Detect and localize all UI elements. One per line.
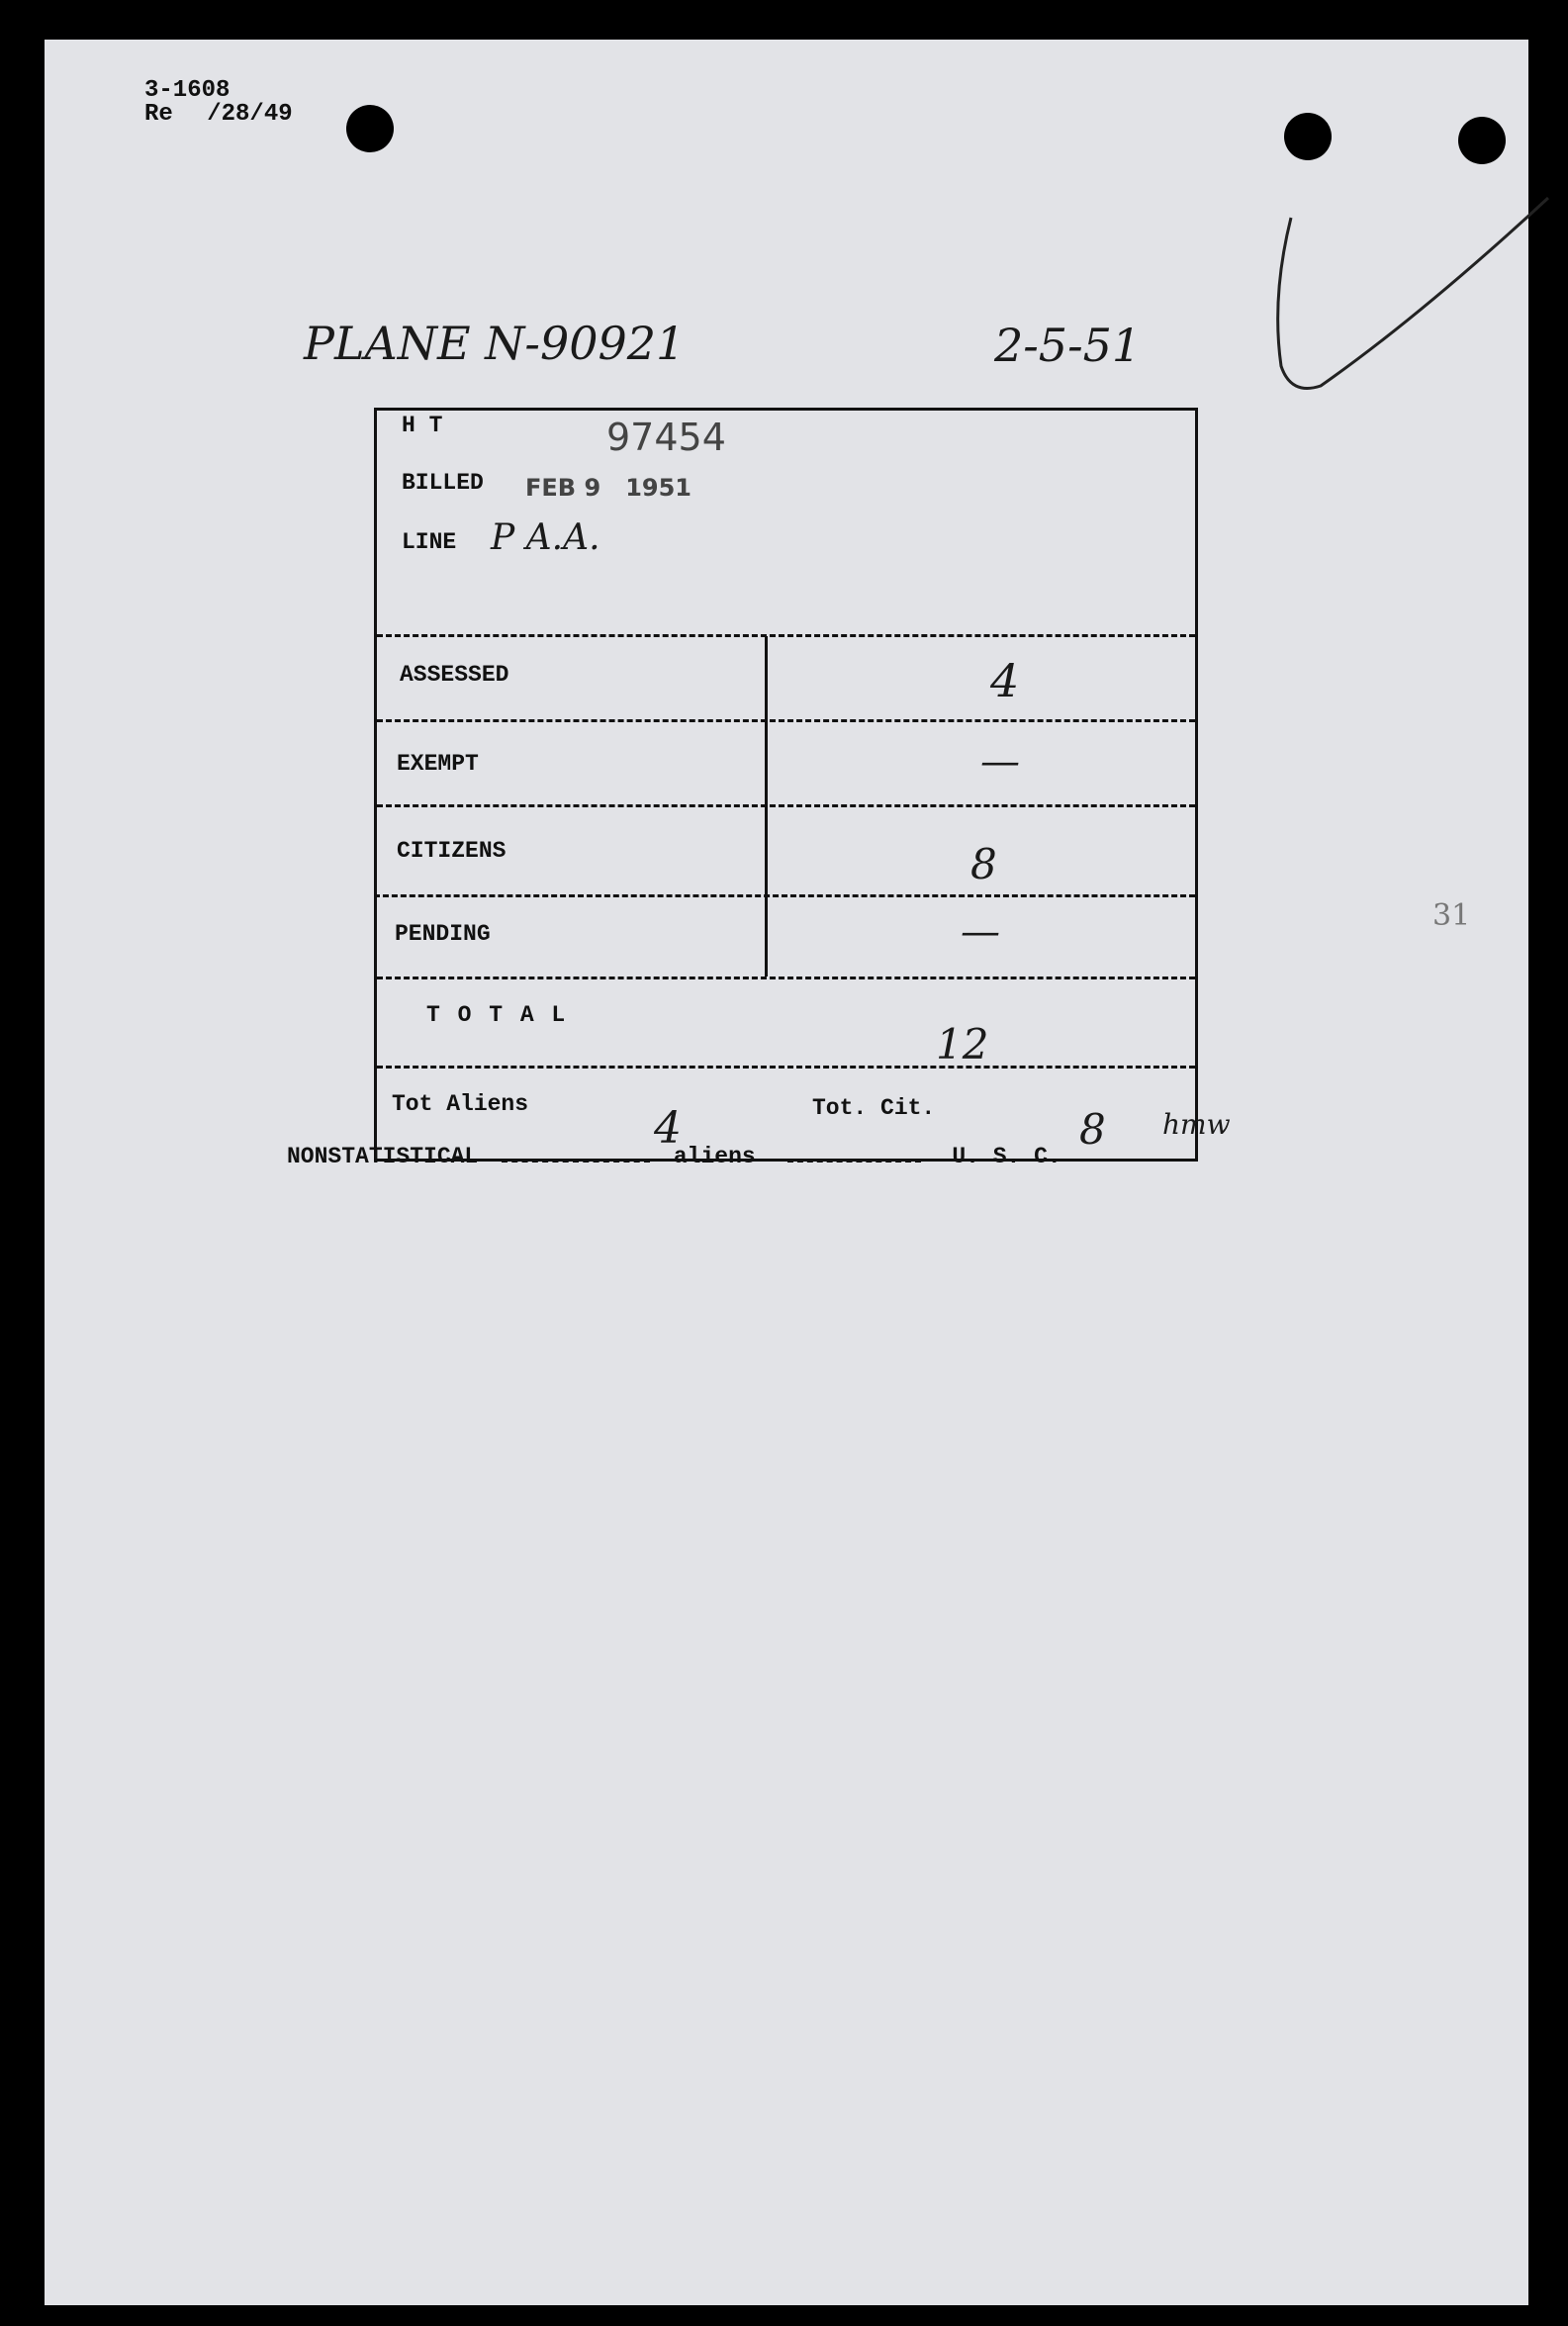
total-label: T O T A L (426, 1002, 568, 1028)
rule-3 (377, 804, 1195, 807)
punch-hole-right-2 (1458, 117, 1506, 164)
revision-date: /28/49 (207, 101, 293, 128)
total-value: 12 (936, 1020, 989, 1069)
usc-label: U. S. C. (952, 1144, 1061, 1169)
line-label: LINE (402, 529, 457, 555)
exempt-value: — (980, 739, 1020, 785)
form-revision (144, 101, 293, 128)
aliens-blank (787, 1161, 921, 1163)
handwritten-line: P A.A. (491, 517, 600, 558)
ht-number: 97454 (606, 416, 726, 459)
tot-cit-value: 8 (1079, 1105, 1106, 1154)
nonstatistical-label: NONSTATISTICAL (287, 1144, 479, 1169)
ht-label: H T (402, 413, 443, 438)
billed-stamp: FEB 9 1951 (525, 474, 692, 502)
pending-label: PENDING (395, 921, 491, 947)
rule-2 (377, 719, 1195, 722)
assessed-value: 4 (990, 654, 1020, 707)
punch-hole-right-1 (1284, 113, 1332, 160)
exempt-label: EXEMPT (397, 751, 479, 777)
tot-aliens-value: 4 (654, 1103, 682, 1154)
rule-5 (377, 977, 1195, 979)
citizens-label: CITIZENS (397, 838, 507, 864)
billed-label: BILLED (402, 470, 484, 496)
aliens-label: aliens (673, 1144, 756, 1169)
tot-aliens-label: Tot Aliens (392, 1091, 529, 1117)
handwritten-plane: PLANE N-90921 (304, 317, 686, 370)
revision-label: Re (144, 101, 173, 128)
handwritten-initials: hmw (1162, 1108, 1231, 1141)
document-page (45, 40, 1528, 2305)
column-divider (765, 636, 768, 977)
check-mark-icon (1261, 178, 1568, 416)
punch-hole-left (346, 105, 394, 152)
form-number: 3-1608 (144, 77, 231, 104)
rule-6 (377, 1066, 1195, 1069)
pending-value: — (961, 909, 1000, 955)
nonstatistical-blank (502, 1161, 650, 1163)
rule-1 (377, 634, 1195, 637)
rule-4 (374, 894, 1195, 897)
assessed-label: ASSESSED (400, 662, 509, 688)
nonstatistical-line (287, 1144, 1061, 1169)
page-number: 31 (1432, 898, 1471, 933)
citizens-value: 8 (970, 840, 997, 888)
handwritten-date: 2-5-51 (994, 319, 1142, 372)
tot-cit-label: Tot. Cit. (812, 1095, 936, 1121)
manifest-form (374, 408, 1198, 1162)
